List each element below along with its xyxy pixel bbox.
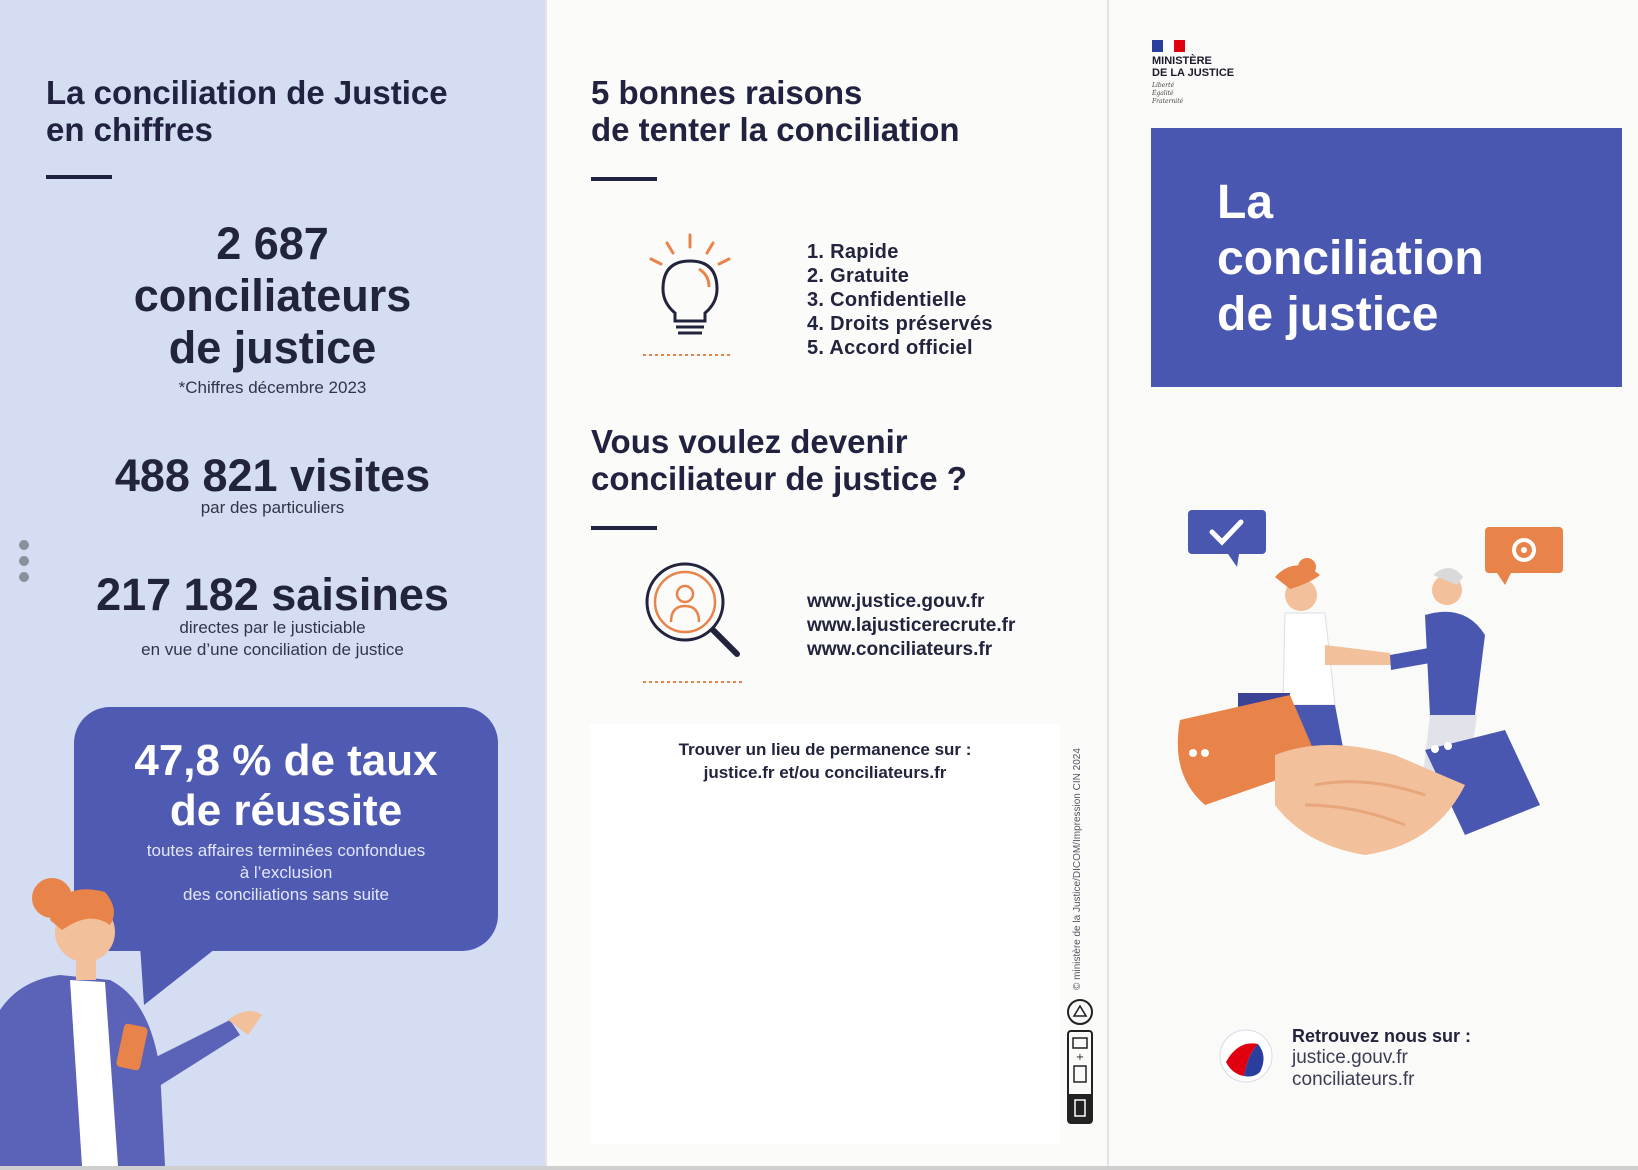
ministry-logo [1152, 40, 1234, 106]
motto-line: Fraternité [1152, 98, 1184, 105]
find-us-label: Retrouvez nous sur : [1292, 1026, 1472, 1046]
become-divider [591, 526, 657, 530]
success-rate-line2: de réussite [169, 786, 403, 835]
stat-referrals-note-line1: directes par le justiciable [179, 618, 366, 637]
find-location-text [590, 738, 1060, 784]
motto-line: Égalité [1152, 90, 1174, 97]
reason-item: 5. Accord officiel [807, 337, 973, 359]
success-rate-line1: 47,8 % de taux [134, 736, 438, 785]
ministry-name-line2: DE LA JUSTICE [1152, 67, 1235, 79]
conciliation-seal-icon [1218, 1028, 1274, 1084]
reason-item: 2. Gratuite [807, 265, 910, 287]
find-location-line1: Trouver un lieu de permanence sur : [678, 740, 972, 759]
address-box [590, 724, 1060, 1144]
success-note-line2: à l’exclusion [239, 863, 333, 882]
ministry-name [1152, 55, 1234, 79]
become-conciliator-title [591, 423, 967, 497]
stat-conciliators-label: conciliateurs [133, 270, 412, 321]
title-divider [46, 175, 112, 179]
success-rate-title [74, 736, 498, 836]
stats-title-line1: La conciliation de Justice [46, 74, 448, 111]
find-us-block [1292, 1025, 1471, 1091]
stat-conciliators-number: 2 687 [216, 218, 329, 269]
republic-motto [1152, 82, 1234, 106]
cover-title-line2: conciliation [1217, 232, 1484, 285]
reason-item: 4. Droits préservés [807, 313, 993, 335]
cover-title-line3: de justice [1217, 288, 1439, 341]
stats-title-line2: en chiffres [46, 111, 213, 148]
reasons-title-line2: de tenter la conciliation [591, 111, 960, 148]
stat-visits-note: par des particuliers [200, 498, 345, 517]
stats-title [46, 74, 448, 148]
fold-dots [19, 540, 29, 588]
reasons-title-line1: 5 bonnes raisons [591, 74, 863, 111]
handshake-illustration [1165, 505, 1585, 915]
svg-text:+: + [1075, 1052, 1085, 1063]
french-flag-icon [1152, 40, 1185, 52]
website-link[interactable]: www.lajusticerecrute.fr [807, 615, 1016, 636]
reasons-title [591, 74, 960, 148]
reason-item: 1. Rapide [807, 241, 899, 263]
stat-date-note: *Chiffres décembre 2023 [178, 378, 367, 397]
magnifier-person-icon [643, 560, 753, 688]
lightbulb-icon [643, 233, 753, 359]
stat-referrals-note-line2: en vue d’une conciliation de justice [141, 640, 404, 659]
reasons-divider [591, 177, 657, 181]
reasons-list [807, 240, 993, 360]
motto-line: Liberté [1152, 82, 1175, 89]
websites-list [807, 590, 1015, 662]
reason-item: 3. Confidentielle [807, 289, 967, 311]
become-title-line1: Vous voulez devenir [591, 423, 908, 460]
print-credit: © ministère de la Justice/DICOM/Impression CIN 2024 [1072, 748, 1083, 990]
ministry-name-line1: MINISTÈRE [1152, 55, 1212, 67]
stat-visits: 488 821 visites [114, 450, 431, 501]
find-us-link[interactable]: conciliateurs.fr [1292, 1069, 1415, 1090]
stat-conciliators-label-2: de justice [168, 322, 377, 373]
cover-title-line1: La [1217, 176, 1274, 229]
become-title-line2: conciliateur de justice ? [591, 460, 967, 497]
find-location-line2: justice.fr et/ou conciliateurs.fr [703, 763, 947, 782]
success-note-line3: des conciliations sans suite [182, 885, 389, 904]
stat-conciliators [0, 218, 545, 374]
success-note-line1: toutes affaires terminées confondues [146, 841, 426, 860]
website-link[interactable]: www.conciliateurs.fr [807, 639, 993, 660]
find-us-link[interactable]: justice.gouv.fr [1292, 1047, 1408, 1068]
cover-title [1217, 175, 1597, 343]
website-link[interactable]: www.justice.gouv.fr [807, 591, 985, 612]
scan-edge [0, 1166, 1638, 1170]
recycling-icon [1065, 998, 1095, 1126]
stat-referrals-note [0, 617, 545, 661]
stat-referrals: 217 182 saisines [96, 569, 449, 620]
woman-with-phone-illustration [0, 870, 300, 1166]
